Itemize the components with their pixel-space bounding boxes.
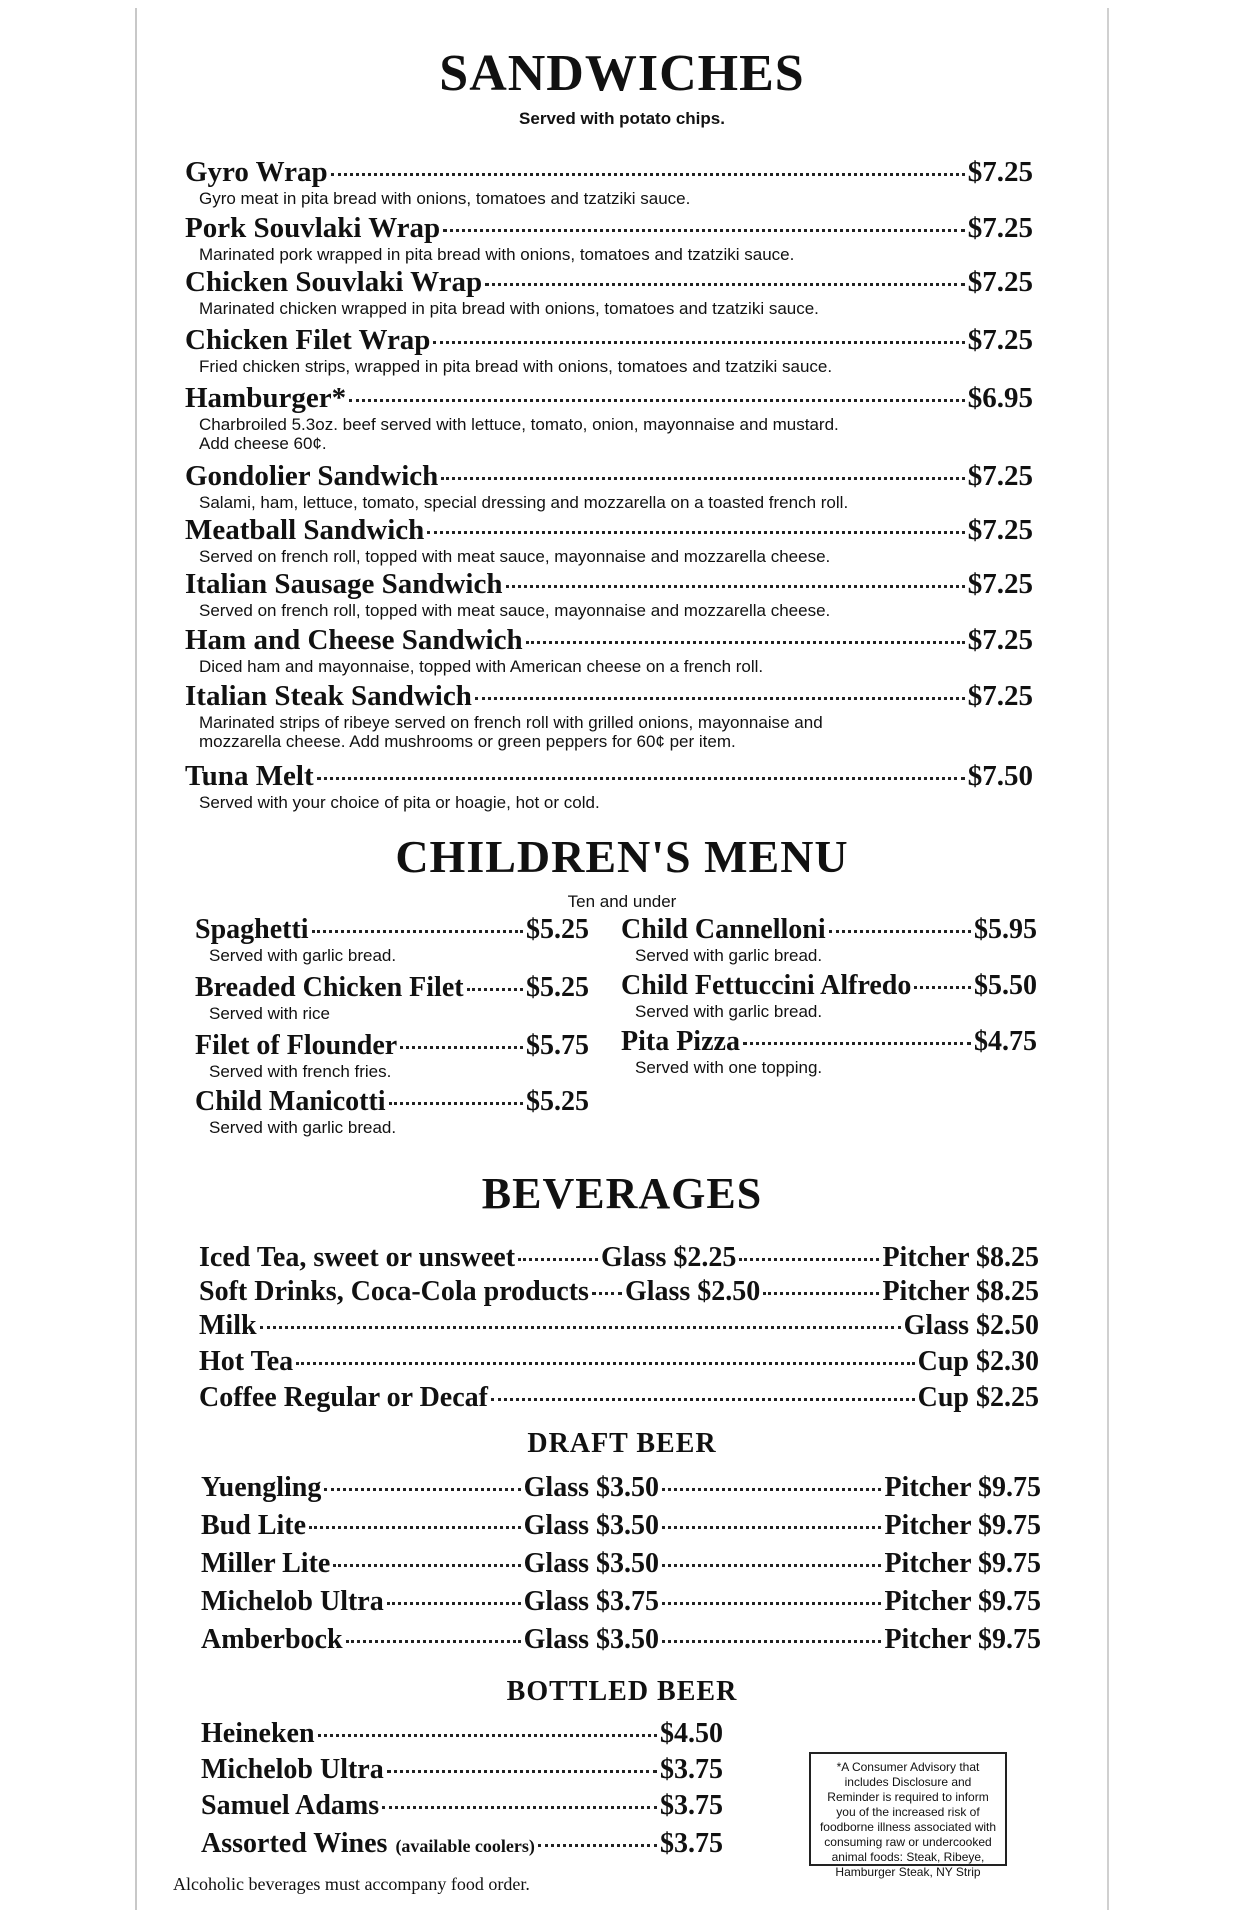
childrens-menu-title: CHILDREN'S MENU	[395, 831, 849, 882]
item-name: Gyro Wrap	[185, 156, 328, 188]
item-name: Italian Sausage Sandwich	[185, 568, 503, 600]
item-description: Served with garlic bread.	[635, 946, 823, 965]
item-name: Hamburger*	[185, 382, 347, 414]
item-name: Coffee Regular or Decaf	[199, 1382, 488, 1413]
item-description: Served with your choice of pita or hoagie, hot or cold.	[199, 793, 600, 812]
beverage-item	[199, 1242, 1039, 1274]
item-price: $5.25	[526, 1086, 589, 1117]
item-description: Add cheese 60¢.	[199, 434, 327, 453]
item-price: $7.25	[967, 624, 1033, 656]
sandwich-item	[185, 156, 1033, 208]
item-name: Pork Souvlaki Wrap	[185, 212, 441, 244]
item-price: $4.50	[660, 1718, 723, 1749]
item-price: $5.95	[974, 914, 1037, 945]
item-glass-price: Glass $2.25	[601, 1242, 737, 1273]
item-price: $3.75	[660, 1790, 723, 1821]
sandwich-item	[185, 324, 1033, 376]
item-price: $6.95	[967, 382, 1033, 414]
item-price: $5.75	[526, 1030, 589, 1061]
item-name: Breaded Chicken Filet	[195, 972, 464, 1003]
item-description: Served with garlic bread.	[209, 1118, 397, 1137]
item-pitcher-price: Pitcher $9.75	[884, 1548, 1041, 1579]
item-description: Fried chicken strips, wrapped in pita bread with onions, tomatoes and tzatziki sauce.	[199, 357, 833, 376]
kids-item	[621, 970, 1037, 1021]
draft-beer-item	[201, 1472, 1041, 1504]
item-name: Hot Tea	[199, 1346, 294, 1377]
sandwich-item	[185, 624, 1033, 676]
item-price: $7.25	[967, 680, 1033, 712]
draft-beer-item	[201, 1586, 1041, 1618]
sandwich-item	[185, 514, 1033, 566]
bottled-beer-item	[201, 1828, 723, 1860]
kids-item	[195, 972, 589, 1023]
bottled-beer-item	[201, 1790, 723, 1822]
item-name: Michelob Ultra	[201, 1586, 384, 1617]
sandwich-item	[185, 568, 1033, 620]
item-description: Salami, ham, lettuce, tomato, special dressing and mozzarella on a toasted french roll.	[199, 493, 849, 512]
item-description: mozzarella cheese. Add mushrooms or green peppers for 60¢ per item.	[199, 732, 736, 751]
item-price: Cup $2.25	[917, 1382, 1039, 1413]
item-name: Samuel Adams	[201, 1790, 380, 1821]
item-name: Michelob Ultra	[201, 1754, 384, 1785]
sandwich-item	[185, 760, 1033, 812]
beverage-item	[199, 1346, 1039, 1378]
item-price: $7.50	[967, 760, 1033, 792]
item-name: Milk	[199, 1310, 257, 1341]
item-glass-price: Glass $3.75	[523, 1586, 659, 1617]
beverage-item	[199, 1382, 1039, 1414]
sandwiches-title: SANDWICHES	[439, 45, 805, 102]
item-name: Soft Drinks, Coca-Cola products	[199, 1276, 589, 1307]
item-note: (available coolers)	[395, 1836, 535, 1856]
item-name: Child Cannelloni	[621, 914, 826, 945]
item-price: $7.25	[967, 212, 1033, 244]
item-name: Gondolier Sandwich	[185, 460, 439, 492]
item-name: Miller Lite	[201, 1548, 331, 1579]
sandwich-item	[185, 460, 1033, 512]
draft-beer-item	[201, 1548, 1041, 1580]
item-price: $7.25	[967, 156, 1033, 188]
bottled-beer-title: BOTTLED BEER	[506, 1676, 738, 1707]
bottled-beer-item	[201, 1754, 723, 1786]
item-price: Glass $2.50	[903, 1310, 1039, 1341]
sandwich-item	[185, 266, 1033, 318]
draft-beer-item	[201, 1624, 1041, 1656]
sandwich-item	[185, 212, 1033, 264]
menu-page	[135, 8, 1109, 1910]
item-price: Cup $2.30	[917, 1346, 1039, 1377]
item-name: Yuengling	[201, 1472, 322, 1503]
item-price: $5.50	[974, 970, 1037, 1001]
item-price: $7.25	[967, 568, 1033, 600]
item-description: Marinated strips of ribeye served on french roll with grilled onions, mayonnaise and	[199, 713, 823, 732]
item-price: $7.25	[967, 460, 1033, 492]
item-name: Meatball Sandwich	[185, 514, 425, 546]
item-name: Filet of Flounder	[195, 1030, 398, 1061]
item-description: Served with french fries.	[209, 1062, 392, 1081]
item-name: Amberbock	[201, 1624, 343, 1655]
item-price: $3.75	[660, 1828, 723, 1859]
item-pitcher-price: Pitcher $9.75	[884, 1472, 1041, 1503]
item-pitcher-price: Pitcher $9.75	[884, 1510, 1041, 1541]
item-pitcher-price: Pitcher $9.75	[884, 1586, 1041, 1617]
item-description: Served with garlic bread.	[635, 1002, 823, 1021]
kids-item	[195, 914, 589, 965]
item-name: Iced Tea, sweet or unsweet	[199, 1242, 516, 1273]
item-pitcher-price: Pitcher $8.25	[882, 1276, 1039, 1307]
item-description: Charbroiled 5.3oz. beef served with lettuce, tomato, onion, mayonnaise and mustard.	[199, 415, 839, 434]
draft-beer-item	[201, 1510, 1041, 1542]
item-pitcher-price: Pitcher $8.25	[882, 1242, 1039, 1273]
item-description: Served with garlic bread.	[209, 946, 397, 965]
item-name: Assorted Wines	[201, 1828, 388, 1859]
item-glass-price: Glass $3.50	[523, 1624, 659, 1655]
item-name: Child Manicotti	[195, 1086, 386, 1117]
item-description: Marinated chicken wrapped in pita bread with onions, tomatoes and tzatziki sauce.	[199, 299, 819, 318]
item-glass-price: Glass $3.50	[523, 1472, 659, 1503]
beverages-title: BEVERAGES	[481, 1169, 763, 1218]
item-name: Italian Steak Sandwich	[185, 680, 472, 712]
item-price: $3.75	[660, 1754, 723, 1785]
beverage-item	[199, 1310, 1039, 1342]
item-description: Served on french roll, topped with meat sauce, mayonnaise and mozzarella cheese.	[199, 601, 831, 620]
item-description: Served with rice	[209, 1004, 330, 1023]
consumer-advisory: *A Consumer Advisory that includes Disclosure and Reminder is required to inform you of the increased risk of foodborne illness associated with consuming raw or undercooked animal foods: Steak, Ribeye, Hamburger Steak, NY Strip	[809, 1752, 1007, 1866]
item-name: Bud Lite	[201, 1510, 307, 1541]
sandwich-item	[185, 680, 1033, 751]
item-name: Tuna Melt	[185, 760, 314, 792]
item-price: $4.75	[974, 1026, 1037, 1057]
item-price: $7.25	[967, 514, 1033, 546]
item-description: Served with one topping.	[635, 1058, 823, 1077]
item-description: Marinated pork wrapped in pita bread with onions, tomatoes and tzatziki sauce.	[199, 245, 795, 264]
item-price: $5.25	[526, 972, 589, 1003]
beverage-item	[199, 1276, 1039, 1308]
sandwich-item	[185, 382, 1033, 453]
item-name: Heineken	[201, 1718, 315, 1749]
item-glass-price: Glass $3.50	[523, 1548, 659, 1579]
item-price: $7.25	[967, 324, 1033, 356]
item-glass-price: Glass $2.50	[624, 1276, 761, 1307]
childrens-menu-subtitle: Ten and under	[567, 892, 677, 911]
kids-item	[621, 1026, 1037, 1077]
kids-item	[195, 1086, 589, 1137]
kids-item	[195, 1030, 589, 1081]
kids-item	[621, 914, 1037, 965]
item-price: $5.25	[526, 914, 589, 945]
item-name: Spaghetti	[195, 914, 309, 945]
item-glass-price: Glass $3.50	[523, 1510, 659, 1541]
draft-beer-title: DRAFT BEER	[527, 1428, 717, 1459]
item-name: Ham and Cheese Sandwich	[185, 624, 523, 656]
item-price: $7.25	[967, 266, 1033, 298]
alcohol-note: Alcoholic beverages must accompany food order.	[173, 1874, 530, 1894]
item-pitcher-price: Pitcher $9.75	[884, 1624, 1041, 1655]
item-name: Pita Pizza	[621, 1026, 740, 1057]
item-description: Diced ham and mayonnaise, topped with American cheese on a french roll.	[199, 657, 764, 676]
item-description: Gyro meat in pita bread with onions, tomatoes and tzatziki sauce.	[199, 189, 691, 208]
item-name: Chicken Filet Wrap	[185, 324, 431, 356]
item-description: Served on french roll, topped with meat sauce, mayonnaise and mozzarella cheese.	[199, 547, 831, 566]
item-name: Child Fettuccini Alfredo	[621, 970, 912, 1001]
bottled-beer-item	[201, 1718, 723, 1750]
sandwiches-subtitle: Served with potato chips.	[519, 109, 725, 128]
item-name: Chicken Souvlaki Wrap	[185, 266, 483, 298]
